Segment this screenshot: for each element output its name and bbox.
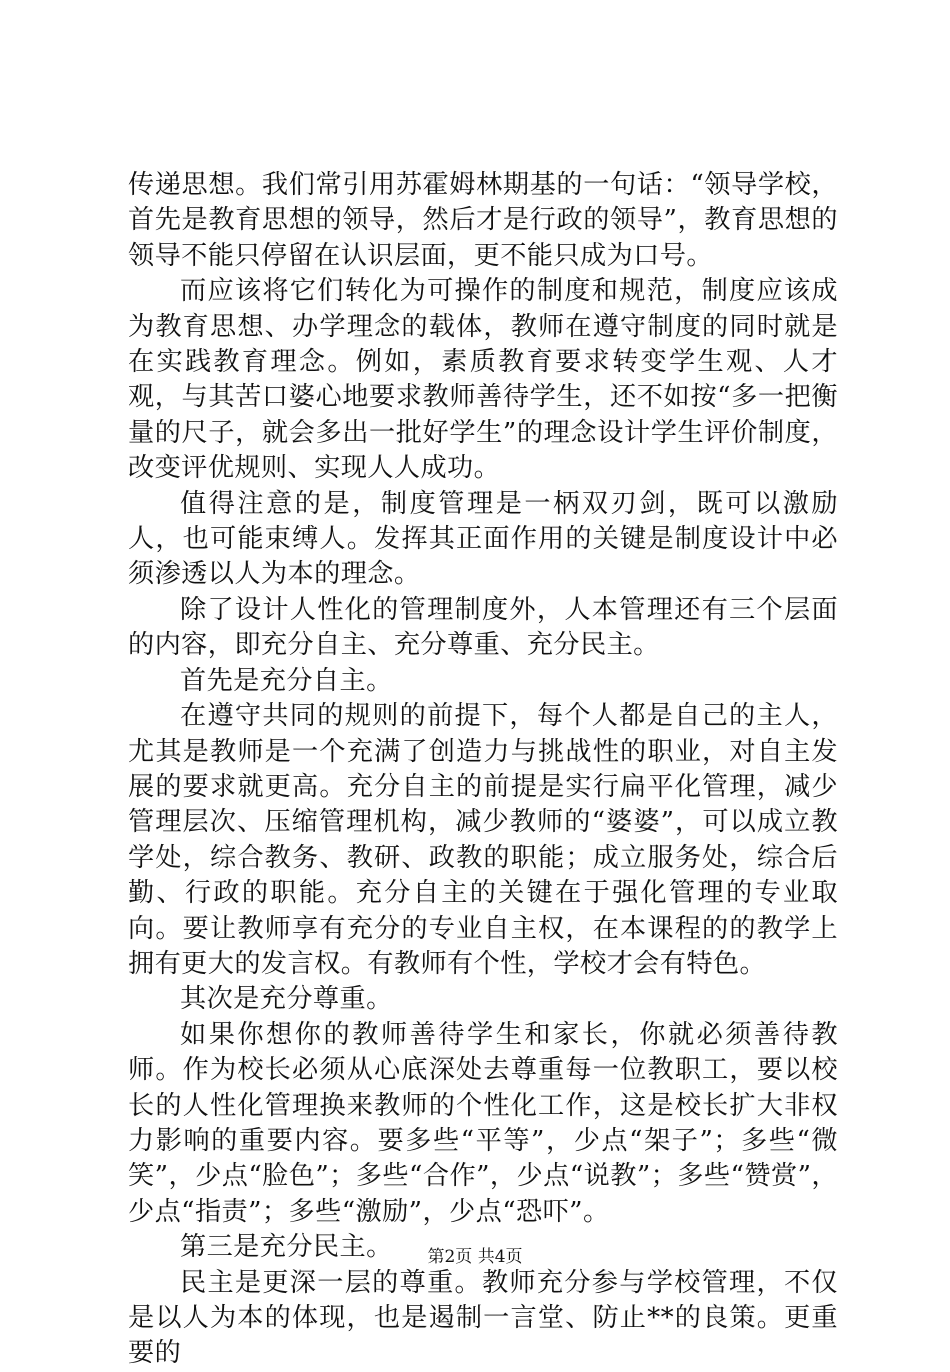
- paragraph-3: 值得注意的是，制度管理是一柄双刃剑，既可以激励人，也可能束缚人。发挥其正面作用的关键是制度设计中必须渗透以人为本的理念。: [128, 488, 838, 590]
- paragraph-4: 除了设计人性化的管理制度外，人本管理还有三个层面的内容，即充分自主、充分尊重、充分民主。: [128, 594, 838, 661]
- paragraph-2: 而应该将它们转化为可操作的制度和规范，制度应该成为教育思想、办学理念的载体，教师在遵守制度的同时就是在实践教育理念。例如，素质教育要求转变学生观、人才观，与其苦口婆心地要求教师善待学生，还不如按“多一把衡量的尺子，就会多出一批好学生”的理念设计学生评价制度，改变评优规则、实现人人成功。: [128, 276, 838, 484]
- paragraph-10: 民主是更深一层的尊重。教师充分参与学校管理，不仅是以人为本的体现，也是遏制一言堂、防止**的良策。更重要的: [128, 1267, 838, 1369]
- document-body: [128, 168, 838, 1372]
- paragraph-5-heading-autonomy: 首先是充分自主。: [180, 665, 393, 696]
- paragraph-6: 在遵守共同的规则的前提下，每个人都是自己的主人，尤其是教师是一个充满了创造力与挑战性的职业，对自主发展的要求就更高。充分自主的前提是实行扁平化管理，减少管理层次、压缩管理机构，减少教师的“婆婆”，可以成立教学处，综合教务、教研、政教的职能；成立服务处，综合后勤、行政的职能。充分自主的关键在于强化管理的专业取向。要让教师享有充分的专业自主权，在本课程的的教学上拥有更大的发言权。有教师有个性，学校才会有特色。: [128, 701, 838, 979]
- paragraph-9-heading-democracy: 第三是充分民主。: [180, 1232, 393, 1263]
- paragraph-1: 传递思想。我们常引用苏霍姆林期基的一句话：“领导学校，首先是教育思想的领导，然后才是行政的领导”，教育思想的领导不能只停留在认识层面，更不能只成为口号。: [128, 170, 838, 271]
- paragraph-8: 如果你想你的教师善待学生和家长，你就必须善待教师。作为校长必须从心底深处去尊重每一位教职工，要以校长的人性化管理换来教师的个性化工作，这是校长扩大非权力影响的重要内容。要多些“平等”，少点“架子”；多些“微笑”，少点“脸色”；多些“合作”，少点“说教”；多些“赞赏”，少点“指责”；多些“激励”，少点“恐吓”。: [128, 1019, 838, 1227]
- page-footer: [0, 1246, 950, 1268]
- page-number-label: 第2页 共4页: [427, 1247, 523, 1267]
- paragraph-7-heading-respect: 其次是充分尊重。: [180, 984, 393, 1015]
